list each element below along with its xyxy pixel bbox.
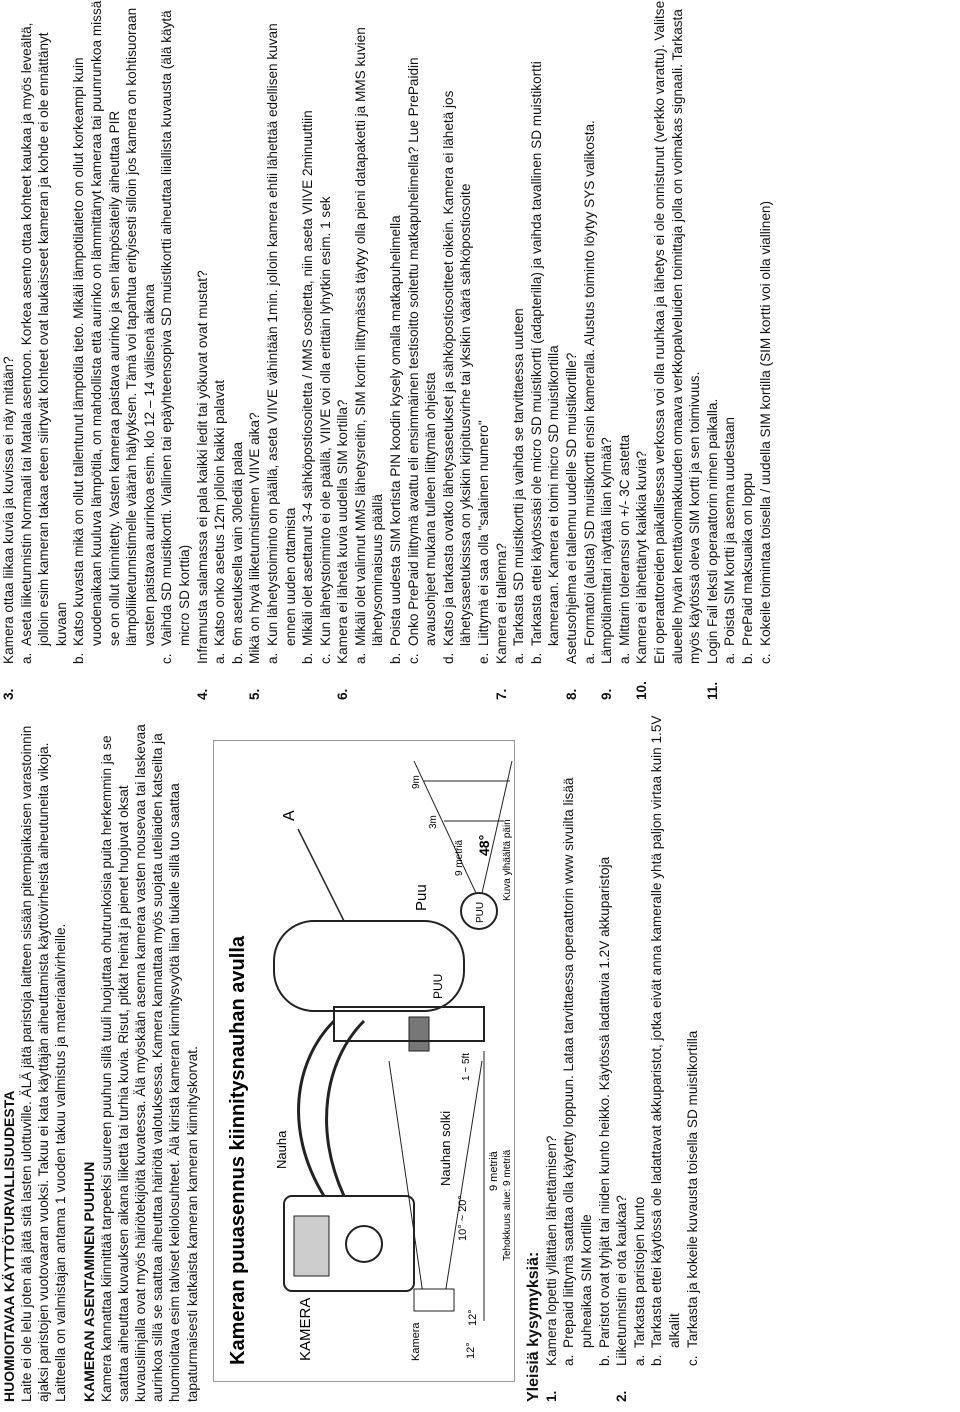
faq-answer-letter: a. — [631, 1354, 647, 1366]
faq-answer — [229, 0, 247, 664]
faq-answer-text: Prepaid liittymä saattaa olla käytetty loppuun. Lataa tarvittaessa operaattorin www sivuilta lisää puheaikaa SIM kortille — [561, 777, 595, 1348]
faq-answer — [158, 0, 193, 664]
label-nauha: Nauha — [273, 1130, 289, 1169]
faq-answer-text: Poista SIM kortti ja asenna uudestaan — [722, 417, 738, 646]
label-height: 1 ~ 5ft — [460, 1052, 472, 1081]
label-puu-circle: PUU — [474, 901, 486, 923]
faq-number: 3. — [1, 688, 16, 700]
faq-list-left — [543, 712, 701, 1402]
faq-item — [543, 712, 613, 1402]
faq-answer-letter: b. — [388, 652, 404, 664]
faq-answer-text: Katso ja tarkasta ovatko lähetysasetukset ja sähköpostiosoitteet oikein. Kamera ei lähetä jos lähetysasetuksissa on yksikin kirjoitusvirhe tai yksikin väärä sähköpostiosoite — [440, 90, 474, 646]
faq-number: 11. — [704, 681, 720, 700]
faq-item — [598, 0, 633, 700]
faq-question: Kamera ei lähettänyt kaikkia kuvia? — [634, 450, 650, 664]
faq-question: Lämpötilamittari näyttää liian kylmää? — [599, 437, 615, 664]
faq-answer-letter: a. — [18, 652, 34, 664]
faq-answer-text: Tarkasta ettei käytössäsi ole micro SD muistikortti (adapterilla) ja vaihda tavallinen SD muistikortti kameraan. Kamera ei toimi micro SD muistikortilla — [528, 61, 562, 646]
faq-answer-text: Kokeile toimintaa toisella / uudella SIM kortilla (SIM kortti voi olla viallinen) — [757, 200, 773, 646]
faq-item — [246, 0, 334, 700]
faq-answer-text: Vaihda SD muistikortti. Viallinen tai epäyhteensopiva SD muistikortti aiheuttaa liiallista kuvausta (älä käytä micro SD korttia) — [159, 10, 192, 646]
faq-title: Yleisiä kysymyksiä: — [524, 1251, 542, 1402]
faq-answer-letter: a. — [616, 652, 632, 664]
faq-question: Kamera ei tallenna? — [493, 543, 509, 664]
faq-answer — [721, 0, 739, 664]
faq-answer-letter: c. — [159, 653, 175, 664]
faq-answer-letter: e. — [476, 652, 492, 664]
faq-item — [493, 0, 563, 700]
label-angle2: 12° — [466, 1309, 479, 1326]
faq-answer-letter: b. — [229, 652, 245, 664]
faq-answer — [739, 0, 757, 664]
faq-answer — [757, 0, 775, 664]
label-puu-top: Puu — [412, 884, 430, 911]
faq-answer — [18, 0, 71, 664]
right-column — [0, 0, 960, 700]
faq-answer-text: PrePaid maksuaika on loppu — [739, 472, 755, 646]
faq-number: 2. — [614, 1390, 630, 1402]
faq-question: Login Fail teksti operaattorin nimen paikalla. — [704, 398, 720, 664]
safety-title: HUOMIOITAVAA KÄYTTÖTURVALLISUUDESTA — [1, 1090, 17, 1402]
label-tilt: 10° ~ 20° — [456, 1195, 469, 1241]
safety-text: Laite ei ole lelu joten älä jätä sitä lasten ulottuville. ÄLÄ jätä paristoja laitteen sisään pitempiaikaisen varastoinnin ajaksi paristojen vuotovaaran vuoksi. Takuu ei kata käyttäjän aiheuttamista käyttövirheistä aiheutuneita vikoja. Laitteella on valmistajan antama 1 vuoden takuu valmistus ja materiaalivirheille. — [19, 725, 69, 1402]
faq-answer-letter: b. — [739, 652, 755, 664]
faq-answer-letter: c. — [757, 653, 773, 664]
faq-answer-letter: a. — [352, 652, 368, 664]
faq-answer — [684, 712, 702, 1366]
faq-answer — [560, 712, 595, 1366]
faq-answer — [405, 0, 440, 664]
faq-number: 7. — [493, 688, 509, 700]
label-puu-side: PUU — [430, 973, 445, 999]
faq-answer-text: Katso kuvasta mikä on ollut tallentunut lämpötila tieto. Mikäli lämpötilatieto on ollut korkeampi kuin vuodenaikaan kuuluva lämpötila, on mahdollista että aurinko on lämmittänyt kameraa tai puunrunkoa missä se on ollut kiinnitetty. Vasten kameraa paistava aurinko ja sen lämpösäteily aiheuttaa PIR lämpöliiketunnistimelle väärän hälytyksen. Tämä voi tapahtua erityisesti silloin jos kamera on kohtisuoraan vasten paistavaa aurinkoa esim. klo 12 – 14 välisenä aikana — [71, 0, 157, 646]
label-distance2: 9 metriä — [453, 839, 465, 876]
faq-question: Inframusta salamassa ei pala kaikki ledit tai yökuvat ovat mustat? — [194, 270, 210, 664]
faq-answer — [440, 0, 475, 664]
faq-number: 9. — [599, 688, 615, 700]
faq-answer-text: Kun lähetystoiminto on päällä, aseta VIIVE vähintään 1min. jolloin kamera ehtii lähettää edellisen kuvan ennen uuden ottamista — [264, 23, 298, 646]
mounting-figure — [213, 740, 515, 1382]
faq-number: 1. — [543, 1390, 559, 1402]
faq-answer-text: 6m asetuksella vain 30lediä palaa — [229, 441, 245, 646]
faq-answer — [299, 0, 317, 664]
faq-answer — [264, 0, 299, 664]
faq-answer-text: Mikäli olet valinnut MMS lähetysreitin, SIM kortin liittymässä täytyy olla pieni datapaketti ja MMS kuvien lähetysominaisuus päällä — [352, 27, 386, 646]
faq-item — [613, 712, 701, 1402]
faq-answer-letter: a. — [212, 652, 228, 664]
faq-number: 5. — [247, 688, 263, 700]
faq-answer-text: Kun lähetystoiminto ei ole päällä, VIIVE voi olla erittäin lyhytkin esim. 1 sek — [317, 196, 333, 646]
faq-answer — [475, 0, 493, 664]
faq-answer-letter: d. — [440, 652, 456, 664]
faq-answer — [211, 0, 229, 664]
faq-answer-text: Paristot ovat tyhjät tai niiden kunto heikko. Käytössä ladattavia 1.2V akkuparistoja — [596, 856, 612, 1348]
faq-answer-letter: a. — [581, 652, 597, 664]
faq-answer — [616, 0, 634, 664]
faq-question: Asetusohjelma ei tallennu uudelle SD muistikortille? — [564, 352, 579, 664]
faq-question: Kamera lopetti yllättäen lähettämisen? — [543, 1135, 559, 1366]
label-angle48: 48° — [475, 834, 492, 856]
faq-answer-text: Tarkasta ja kokeile kuvausta toisella SD muistikortilla — [684, 1030, 700, 1348]
faq-answer-letter: b. — [300, 652, 316, 664]
faq-number: 4. — [194, 688, 210, 700]
faq-question: Kamera ei lähetä kuvia uudella SIM kortilla? — [335, 399, 351, 664]
faq-answer — [70, 0, 158, 664]
faq-answer-text: Poista uudesta SIM kortista PIN koodin kysely omalla matkapuhelimella — [388, 215, 404, 646]
faq-item — [633, 0, 703, 700]
faq-item — [704, 0, 774, 700]
faq-answer-text: Mikäli olet asettanut 3-4 sähköpostiosoitetta / MMS osoitetta, niin aseta VIIVE 2minuuttiin — [300, 110, 316, 646]
faq-answer-letter: b. — [596, 1354, 612, 1366]
faq-answer — [352, 0, 387, 664]
faq-question: Liiketunnistin ei ota kaukaa? — [614, 1195, 630, 1366]
faq-number: 6. — [335, 688, 351, 700]
faq-answer-letter: c. — [317, 653, 333, 664]
faq-item — [194, 0, 247, 700]
mounting-diagram — [214, 741, 514, 1381]
faq-question: Kamera ottaa liikaa kuvia ja kuvissa ei näy mitään? — [1, 356, 16, 664]
faq-answer-letter: c. — [684, 1355, 700, 1366]
faq-answer-letter: c. — [405, 653, 421, 664]
faq-answer-text: Mittarin toleranssi on +/- 3C astetta — [616, 434, 632, 646]
label-9m: 9m — [410, 775, 422, 789]
figure-title: Kameran puuasennus kiinnitysnauhan avulla — [226, 935, 249, 1365]
faq-answer-text: Aseta liiketunnistin Normaali tai Matala asentoon. Korkea asento ottaa kohteet kaukaa ja myös leveältä, jolloin esim kameran takaa eteen siirtyvät kohteet ovat laukaisseet kameran ja kohde ei ole ennättänyt kuvaan — [18, 22, 69, 646]
faq-answer-letter: b. — [528, 652, 544, 664]
faq-answer-text: Tarkasta SD muistikortti ja vaihda se tarvittaessa uuteen — [511, 308, 527, 646]
label-view: Kuva ylhäältä päin — [501, 819, 513, 901]
faq-answer-text: Liittymä ei saa olla "salainen numero" — [476, 420, 492, 646]
label-3m: 3m — [427, 815, 439, 829]
faq-answer — [528, 0, 563, 664]
faq-answer-letter: a. — [511, 652, 527, 664]
label-a: A — [280, 810, 298, 821]
faq-item — [563, 0, 598, 700]
faq-question: Mikä on hyvä liiketunnistimen VIIVE aika? — [247, 412, 263, 664]
mounting-title: KAMERAN ASENTAMINEN PUUHUN — [80, 1161, 97, 1402]
left-column — [0, 712, 960, 1402]
faq-answer-letter: a. — [264, 652, 280, 664]
faq-answer-letter: b. — [71, 652, 87, 664]
faq-answer — [596, 712, 614, 1366]
faq-answer-text: Onko PrePaid liittymä avattu eli ensimmäinen testisoitto soitettu matkapuhelimella? Lue PrePaidin avausohjeet mukana tulleen liittymän ohjeista — [405, 57, 439, 646]
faq-list-right — [0, 0, 774, 700]
faq-answer-text: Formatoi (alusta) SD muistikortti ensin kameralla. Alustus toiminto löytyy SYS valikosta. — [581, 120, 597, 646]
faq-answer-text: Tarkasta ettei käytössä ole ladattavat akkuparistot, jotka eivät anna kameralle yhtä paljon virtaa kuin 1.5V alkalit — [649, 715, 682, 1348]
faq-answer-letter: a. — [561, 1354, 577, 1366]
faq-answer — [648, 712, 683, 1366]
faq-answer — [631, 712, 649, 1366]
faq-number: 10. — [634, 681, 650, 700]
label-kamera-top: KAMERA — [296, 1297, 314, 1361]
faq-answer-letter: b. — [649, 1354, 665, 1366]
faq-number: 8. — [564, 688, 579, 700]
faq-answer — [317, 0, 335, 664]
label-distance1: 9 metriä — [487, 1151, 500, 1191]
faq-answer-text: Eri operaattoreiden paikallisessa verkossa voi olla ruuhkaa ja lähetys ei ole onnistunut (verkko varattu). Valitse alueelle hyvän kenttävoimakkuuden omaava verkkopalveluiden toimittaja jolla on voimakas signaali. Tarkasta myös käytössä oleva SIM kortti ja sen toimivuus. — [651, 0, 703, 664]
mounting-text: Kamera kannattaa kiinnittää tarpeeksi suureen puuhun sillä tuuli huojuttaa ohutrunkoisia puita herkemmin ja se saattaa aiheuttaa kuvauksen aikana liikettä tai turhia kuvia. Risut, pitkät heinät ja pienet huojuvat oksat kuvausliinjalla ovat myös häiriötekijöitä kuvatessa. Älä myöskään asenna kameraa vasten nousevaa tai laskevaa aurinkoa sillä se saattaa aiheuttaa häiriötä valotuksessa. Kamera kannattaa myös suojata uteliaiden katseilta ja huomioitava esim talviset keliolosuhteet. Älä kiristä kameran kiinnitysvyötä liian tiukalle sillä tuo saattaa tapaturmaisesti katkaista kameran kameran kiinnityskorvat. — [98, 724, 200, 1402]
faq-item — [0, 0, 194, 700]
faq-answer — [510, 0, 528, 664]
label-kamera: Kamera — [409, 1322, 422, 1361]
faq-answer-text: Tarkasta paristojen kunto — [631, 1196, 647, 1348]
label-coverage: Tehokkuus alue: 9 metriä — [501, 1149, 513, 1261]
faq-answer — [581, 0, 599, 664]
label-nauhan-solki: Nauhan solki — [437, 1110, 453, 1186]
faq-answer-text: Katso onko asetus 12m jolloin kaikki palavat — [212, 380, 228, 646]
faq-item — [334, 0, 492, 700]
faq-answer — [387, 0, 405, 664]
pointer-a — [298, 829, 344, 921]
faq-answer-letter: a. — [722, 652, 738, 664]
label-angle1: 12° — [464, 1342, 477, 1359]
